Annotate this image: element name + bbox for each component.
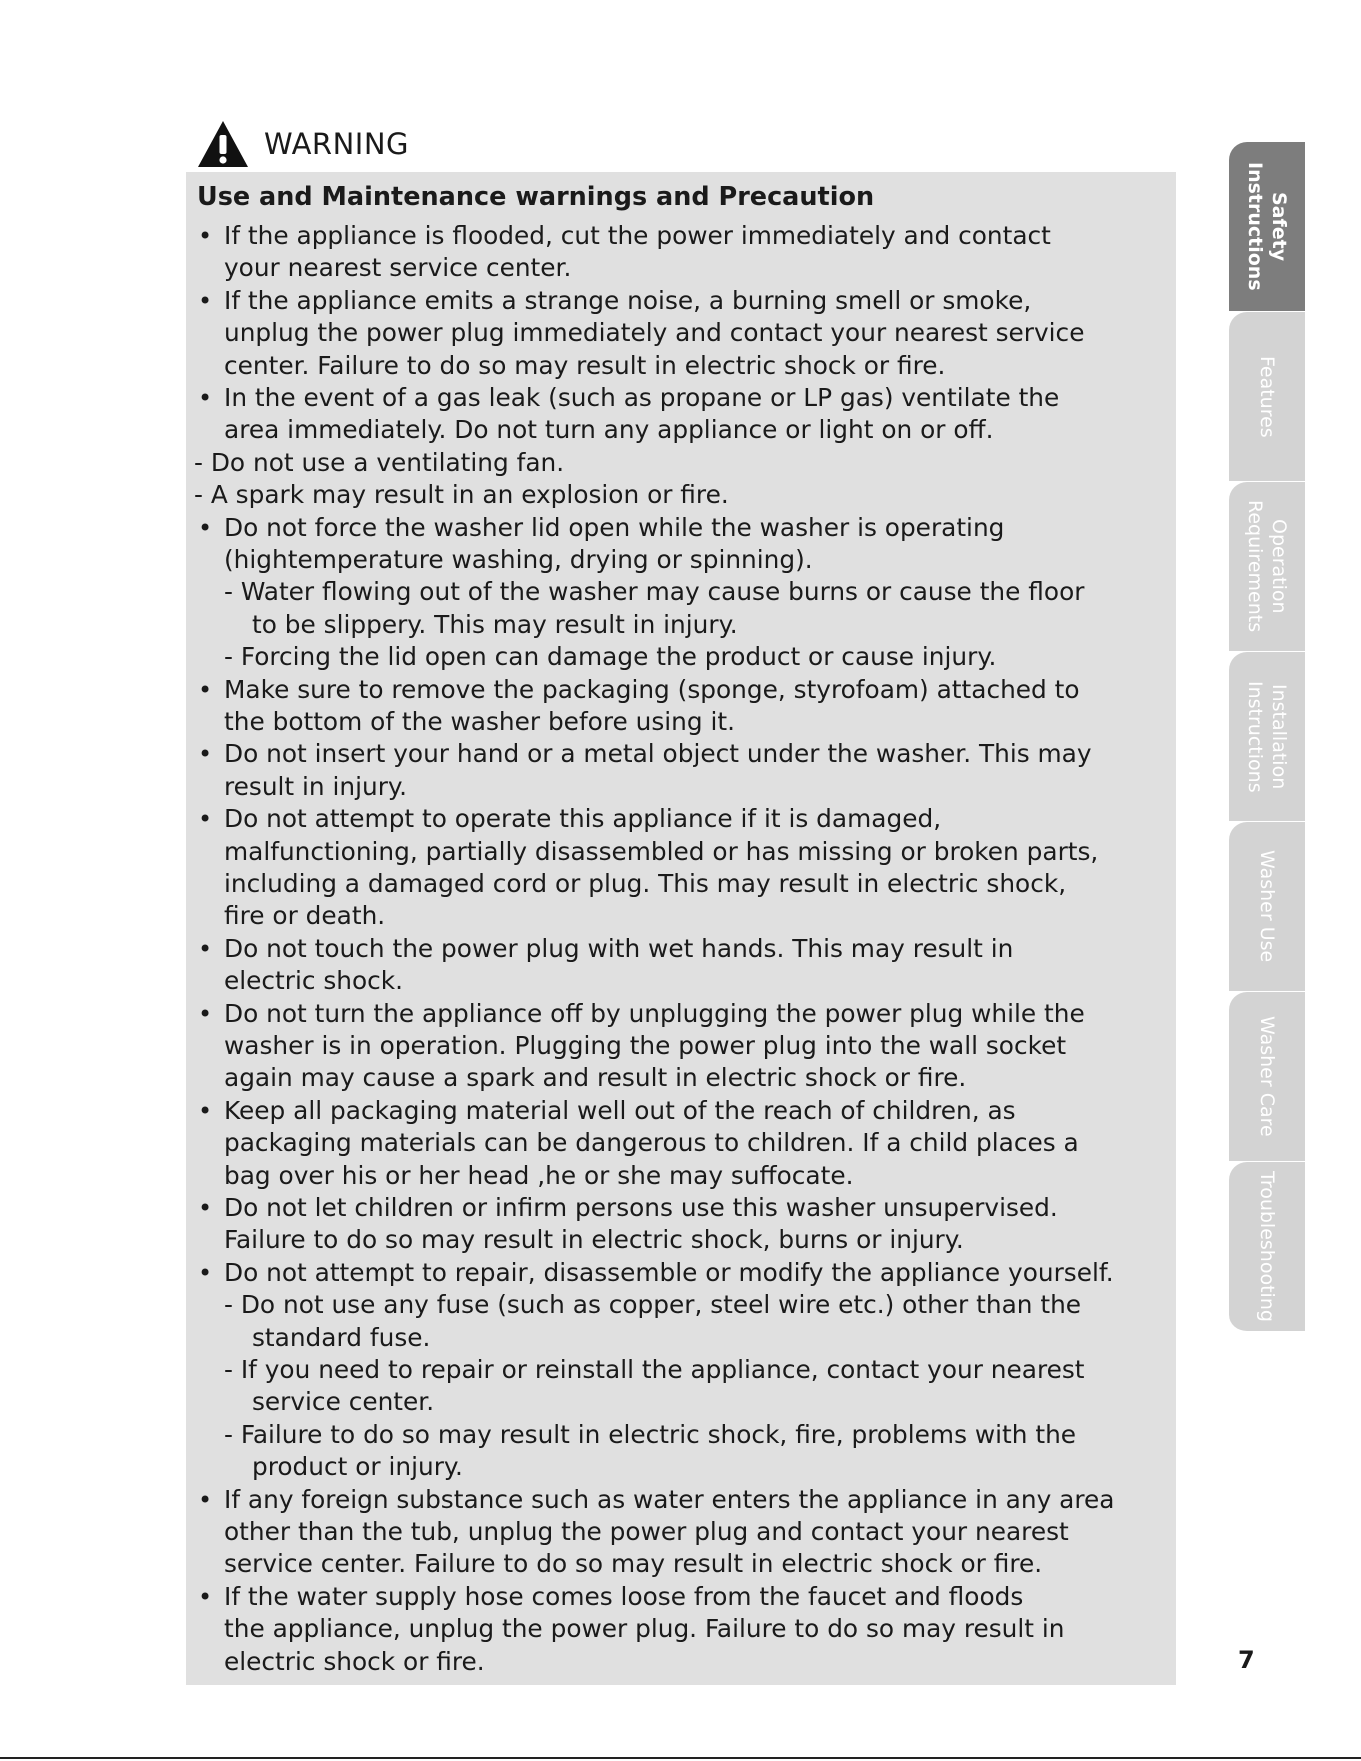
tab-label-line: Requirements	[1244, 500, 1266, 633]
warning-line: washer is in operation. Plugging the power plug into the wall socket	[224, 1031, 1067, 1060]
tab-washer-care[interactable]	[1229, 992, 1305, 1163]
warning-item: Do not insert your hand or a metal object under the washer. This may	[224, 739, 1092, 769]
warning-item: In the event of a gas leak (such as propane or LP gas) ventilate the	[224, 383, 1060, 412]
bullet-marker: •	[198, 222, 213, 250]
warning-panel	[186, 172, 1176, 1685]
warning-line: center. Failure to do so may result in electric shock or fire.	[224, 350, 946, 380]
warning-title: WARNING	[264, 127, 409, 161]
tab-label-line: Instructions	[1244, 680, 1266, 793]
tab-label-line: Washer Care	[1256, 1016, 1278, 1137]
bullet-marker: •	[198, 384, 213, 412]
tab-operation-requirements[interactable]	[1229, 482, 1305, 653]
warning-line: malfunctioning, partially disassembled or has missing or broken parts,	[224, 836, 1099, 866]
warning-item: Do not attempt to repair, disassemble or modify the appliance yourself.	[224, 1257, 1114, 1287]
bullet-marker: •	[198, 805, 213, 834]
warning-line: unplug the power plug immediately and contact your nearest service	[224, 318, 1085, 348]
warning-header	[196, 116, 409, 172]
warning-line: the appliance, unplug the power plug. Failure to do so may result in	[224, 1614, 1065, 1644]
tab-label	[1255, 1016, 1279, 1137]
warning-line: standard fuse.	[252, 1322, 431, 1352]
warning-line: - Forcing the lid open can damage the product or cause injury.	[224, 642, 997, 672]
warning-line: - If you need to repair or reinstall the appliance, contact your nearest	[224, 1355, 1085, 1384]
warning-item: If the appliance is flooded, cut the power immediately and contact	[224, 221, 1051, 250]
warning-line: electric shock or fire.	[224, 1646, 485, 1676]
warning-item: If the appliance emits a strange noise, a burning smell or smoke,	[224, 285, 1032, 315]
bullet-marker: •	[198, 1485, 213, 1514]
tab-safety-instructions[interactable]	[1229, 142, 1305, 313]
warning-line: packaging materials can be dangerous to children. If a child places a	[224, 1128, 1079, 1158]
bullet-marker: •	[198, 1582, 213, 1611]
bullet-marker: •	[198, 1096, 213, 1125]
warning-line: area immediately. Do not turn any appliance or light on or off.	[224, 415, 994, 445]
bottom-rule	[0, 1757, 1361, 1759]
warning-line: product or injury.	[252, 1452, 463, 1482]
warning-item: If any foreign substance such as water enters the appliance in any area	[224, 1484, 1115, 1514]
tab-label	[1243, 500, 1291, 632]
bullet-marker: •	[198, 1194, 213, 1222]
tab-label-line: Washer Use	[1256, 850, 1278, 963]
tab-washer-use[interactable]	[1229, 822, 1305, 993]
bullet-marker: •	[198, 286, 213, 315]
warning-line: - A spark may result in an explosion or fire.	[194, 480, 729, 510]
warning-line: the bottom of the washer before using it.	[224, 707, 735, 736]
tab-label	[1243, 162, 1291, 291]
warning-line: - Do not use a ventilating fan.	[194, 447, 565, 477]
warning-line: bag over his or her head ,he or she may suffocate.	[224, 1160, 854, 1190]
warning-line: service center.	[252, 1387, 435, 1417]
warning-item: Do not let children or infirm persons use this washer unsupervised.	[224, 1193, 1058, 1222]
warning-triangle-icon	[196, 119, 250, 169]
bullet-marker: •	[198, 1258, 213, 1287]
bullet-marker: •	[198, 513, 213, 542]
tab-features[interactable]	[1229, 312, 1305, 483]
tab-label-line: Installation	[1268, 683, 1290, 790]
tab-label	[1255, 850, 1279, 962]
warning-line: including a damaged cord or plug. This may result in electric shock,	[224, 869, 1067, 898]
warning-line: your nearest service center.	[224, 253, 572, 283]
tab-label-line: Safety	[1268, 191, 1290, 262]
tab-installation-instructions[interactable]	[1229, 652, 1305, 823]
warning-line: to be slippery. This may result in injury.	[252, 609, 738, 639]
warning-line: fire or death.	[224, 901, 386, 931]
section-title: Use and Maintenance warnings and Precaution	[197, 182, 875, 212]
warning-line: - Water flowing out of the washer may cause burns or cause the floor	[224, 577, 1085, 607]
warning-item: Do not touch the power plug with wet hands. This may result in	[224, 933, 1014, 963]
warning-line: again may cause a spark and result in electric shock or fire.	[224, 1063, 967, 1093]
warning-line: result in injury.	[224, 771, 407, 801]
tab-label	[1243, 681, 1291, 793]
bullet-marker: •	[198, 740, 213, 769]
tab-label-line: Features	[1256, 355, 1278, 438]
warning-item: Do not force the washer lid open while the washer is operating	[224, 512, 1005, 542]
warning-line: other than the tub, unplug the power plug and contact your nearest	[224, 1517, 1069, 1546]
tab-label-line: Troubleshooting	[1256, 1171, 1278, 1322]
warning-line: (hightemperature washing, drying or spinning).	[224, 545, 813, 574]
warning-line: - Do not use any fuse (such as copper, steel wire etc.) other than the	[224, 1290, 1082, 1320]
warning-line: - Failure to do so may result in electric shock, fire, problems with the	[224, 1419, 1077, 1449]
tab-troubleshooting[interactable]	[1229, 1162, 1305, 1333]
warning-list	[186, 172, 1176, 1685]
warning-item: Do not turn the appliance off by unplugging the power plug while the	[224, 998, 1085, 1028]
tab-label-line: Operation	[1268, 519, 1290, 614]
warning-item: Keep all packaging material well out of the reach of children, as	[224, 1095, 1016, 1125]
warning-item: Do not attempt to operate this appliance if it is damaged,	[224, 804, 942, 834]
tab-label	[1255, 356, 1279, 438]
page-number: 7	[1238, 1646, 1255, 1674]
warning-line: Failure to do so may result in electric shock, burns or injury.	[224, 1225, 964, 1255]
tab-label	[1255, 1171, 1279, 1322]
warning-line: electric shock.	[224, 966, 404, 996]
warning-line: service center. Failure to do so may result in electric shock or fire.	[224, 1549, 1043, 1579]
warning-item: Make sure to remove the packaging (sponge, styrofoam) attached to	[224, 674, 1080, 704]
warning-item: If the water supply hose comes loose from the faucet and floods	[224, 1581, 1024, 1611]
bullet-marker: •	[198, 675, 213, 704]
bullet-marker: •	[198, 999, 213, 1028]
bullet-marker: •	[198, 934, 213, 963]
tab-label-line: Instructions	[1244, 162, 1266, 291]
